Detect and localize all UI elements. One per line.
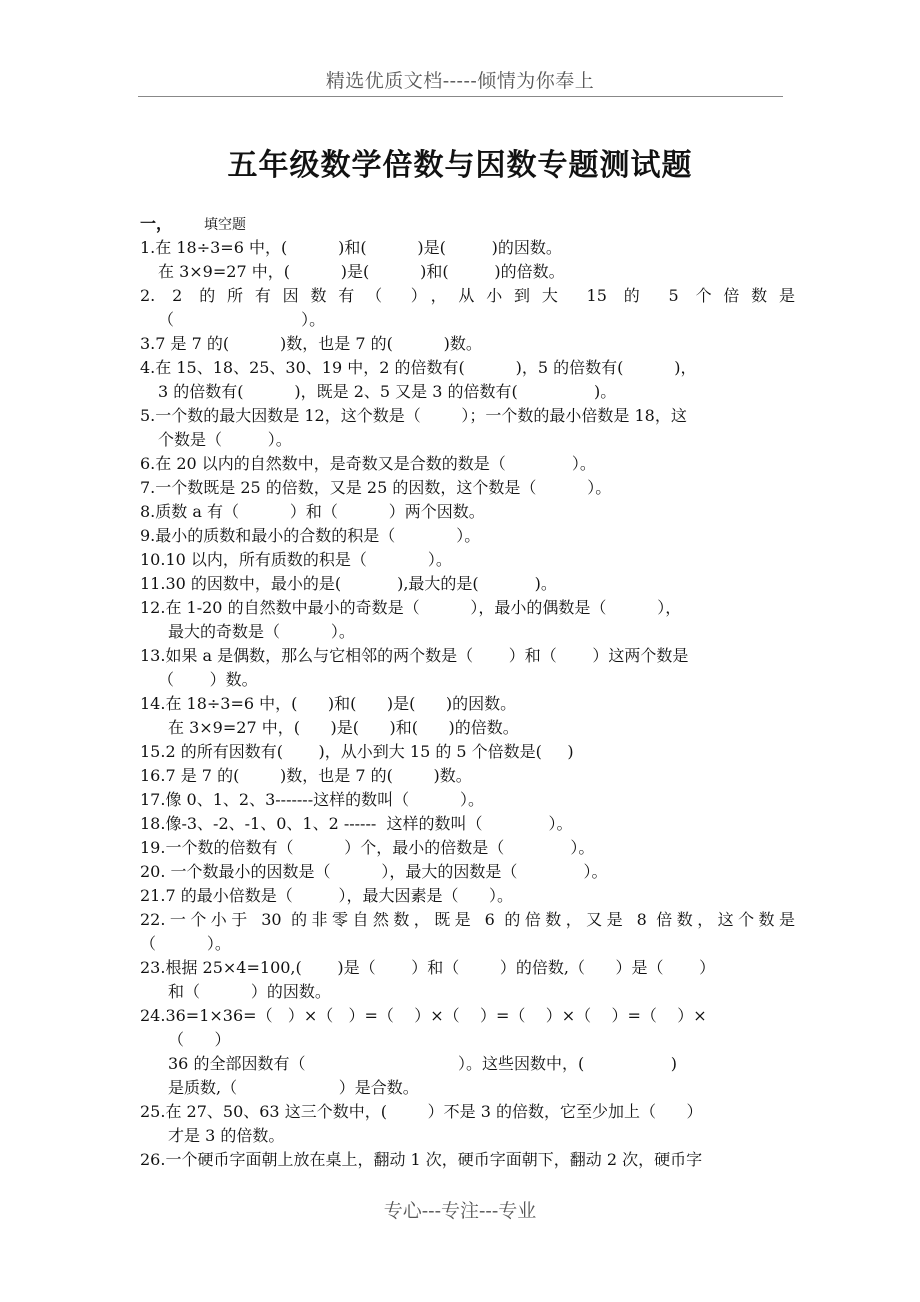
question-line: 3.7 是 7 的( )数，也是 7 的( )数。: [140, 334, 482, 353]
section-label: 填空题: [204, 217, 246, 233]
question-line: 2. 2 的所有因数有（ ），从小到大 15 的 5 个倍数是: [140, 286, 795, 305]
section-number: 一，: [140, 214, 173, 233]
question-line: 8.质数 a 有（ ）和（ ）两个因数。: [140, 502, 485, 521]
question-line: 23.根据 25×4=100,( )是（ ）和（ ）的倍数,（ ）是（ ）: [140, 958, 716, 977]
question-line: 10.10 以内，所有质数的积是（ ）。: [140, 550, 452, 569]
question-line: 19.一个数的倍数有（ ）个，最小的倍数是（ ）。: [140, 838, 595, 857]
question-line: 6.在 20 以内的自然数中，是奇数又是合数的数是（ ）。: [140, 454, 596, 473]
question-line: （ ）。: [158, 310, 326, 329]
question-line: 是质数,（ ）是合数。: [168, 1078, 419, 1097]
question-line: 18.像-3、-2、-1、0、1、2 ------ 这样的数叫（ ）。: [140, 814, 573, 833]
question-line: 个数是（ ）。: [158, 430, 292, 449]
question-line: 和（ ）的因数。: [168, 982, 331, 1001]
question-line: 25.在 27、50、63 这三个数中，( ）不是 3 的倍数，它至少加上（ ）: [140, 1102, 703, 1121]
question-line: 才是 3 的倍数。: [168, 1126, 285, 1145]
question-line: （ ）数。: [158, 670, 258, 689]
question-line: 在 3×9=27 中，( )是( )和( )的倍数。: [168, 718, 519, 737]
question-line: 13.如果 a 是偶数，那么与它相邻的两个数是（ ）和（ ）这两个数是: [140, 646, 689, 665]
question-line: 17.像 0、1、2、3-------这样的数叫（ ）。: [140, 790, 484, 809]
question-line: 最大的奇数是（ ）。: [168, 622, 355, 641]
question-line: 1.在 18÷3=6 中，( )和( )是( )的因数。: [140, 238, 562, 257]
question-lines: [140, 236, 795, 1172]
question-line: 24.36=1×36=（ ）×（ ）=（ ）×（ ）=（ ）×（ ）=（ ）×: [140, 1006, 707, 1025]
question-line: 9.最小的质数和最小的合数的积是（ ）。: [140, 526, 481, 545]
question-line: （ ）。: [140, 934, 231, 953]
question-line: （ ）: [168, 1030, 231, 1049]
question-line: 5.一个数的最大因数是 12，这个数是（ ）；一个数的最小倍数是 18，这: [140, 406, 687, 425]
question-line: 16.7 是 7 的( )数，也是 7 的( )数。: [140, 766, 472, 785]
header-divider: [138, 96, 783, 97]
document-title: 五年级数学倍数与因数专题测试题: [227, 148, 693, 183]
page-header: 精选优质文档-----倾情为你奉上: [325, 70, 595, 92]
question-line: 21.7 的最小倍数是（ ），最大因素是（ ）。: [140, 886, 514, 905]
question-line: 15.2 的所有因数有( )，从小到大 15 的 5 个倍数是( ): [140, 742, 574, 761]
question-line: 12.在 1-20 的自然数中最小的奇数是（ ），最小的偶数是（ ），: [140, 598, 682, 617]
question-line: 在 3×9=27 中，( )是( )和( )的倍数。: [158, 262, 565, 281]
question-line: 36 的全部因数有（ ）。这些因数中，( ): [168, 1054, 677, 1073]
page-footer: 专心---专注---专业: [383, 1200, 537, 1222]
question-line: 11.30 的因数中，最小的是( ),最大的是( )。: [140, 574, 557, 593]
question-line: 7.一个数既是 25 的倍数，又是 25 的因数，这个数是（ ）。: [140, 478, 612, 497]
question-line: 4.在 15、18、25、30、19 中，2 的倍数有( )，5 的倍数有( )，: [140, 358, 697, 377]
question-line: 20. 一个数最小的因数是（ ），最大的因数是（ ）。: [140, 862, 608, 881]
section-heading: [140, 212, 795, 236]
question-list: [140, 212, 795, 1172]
question-line: 14.在 18÷3=6 中，( )和( )是( )的因数。: [140, 694, 517, 713]
question-line: 26.一个硬币字面朝上放在桌上，翻动 1 次，硬币字面朝下，翻动 2 次，硬币字: [140, 1150, 703, 1169]
question-line: 22.一个小于 30 的非零自然数，既是 6 的倍数，又是 8 倍数，这个数是: [140, 910, 795, 929]
question-line: 3 的倍数有( )，既是 2、5 又是 3 的倍数有( )。: [158, 382, 617, 401]
